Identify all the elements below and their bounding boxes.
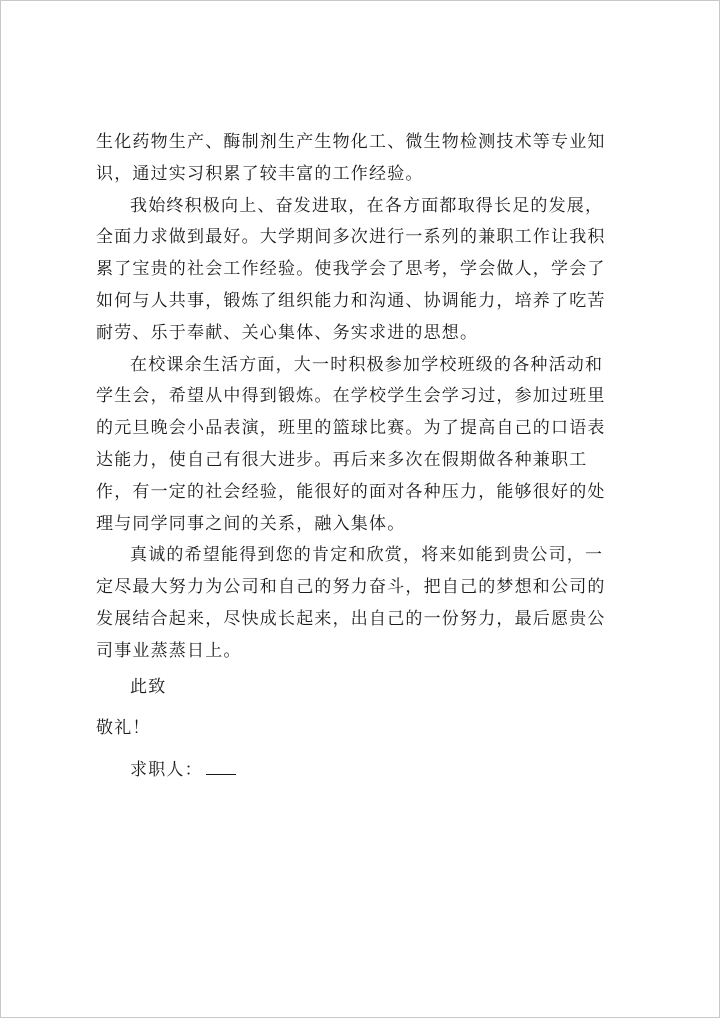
- signature-label: 求职人：: [130, 760, 203, 781]
- signature-line: [96, 755, 646, 787]
- text-line: 如何与人共事，锻炼了组织能力和沟通、协调能力，培养了吃苦: [96, 290, 606, 311]
- text-line: 理与同学同事之间的关系，融入集体。: [96, 513, 406, 534]
- text-line: 我始终积极向上、奋发进取，在各方面都取得长足的发展，: [130, 195, 604, 216]
- paragraph-3: [96, 350, 646, 541]
- text-line: 定尽最大努力为公司和自己的努力奋斗，把自己的梦想和公司的: [96, 577, 606, 598]
- paragraph-1: [96, 127, 646, 191]
- letter-body: [96, 127, 646, 787]
- text-line: 耐劳、乐于奉献、关心集体、务实求进的思想。: [96, 322, 479, 343]
- text-line: 发展结合起来，尽快成长起来，出自己的一份努力，最后愿贵公: [96, 608, 606, 629]
- text-line: 全面力求做到最好。大学期间多次进行一系列的兼职工作让我积: [96, 227, 606, 248]
- text-line: 学生会，希望从中得到锻炼。在学校学生会学习过，参加过班里: [96, 386, 606, 407]
- text-line: 的元旦晚会小品表演，班里的篮球比赛。为了提高自己的口语表: [96, 418, 606, 439]
- text-line: 生化药物生产、酶制剂生产生物化工、微生物检测技术等专业知: [96, 132, 606, 152]
- text-line: 真诚的希望能得到您的肯定和欣赏，将来如能到贵公司，一: [130, 545, 604, 566]
- salutation: 敬礼！: [96, 718, 151, 739]
- text-line: 累了宝贵的社会工作经验。使我学会了思考，学会做人，学会了: [96, 259, 606, 280]
- text-line: 识，通过实习积累了较丰富的工作经验。: [96, 163, 424, 184]
- text-line: 司事业蒸蒸日上。: [96, 640, 242, 661]
- paragraph-2: [96, 191, 646, 350]
- signature-blank: [206, 756, 236, 775]
- text-line: 在校课余生活方面，大一时积极参加学校班级的各种活动和: [130, 354, 604, 375]
- closing-phrase: 此致: [130, 676, 167, 697]
- text-line: 达能力，使自己有很大进步。再后来多次在假期做各种兼职工: [96, 449, 588, 470]
- text-line: 作，有一定的社会经验，能很好的面对各种压力，能够很好的处: [96, 481, 606, 502]
- paragraph-4: [96, 540, 646, 667]
